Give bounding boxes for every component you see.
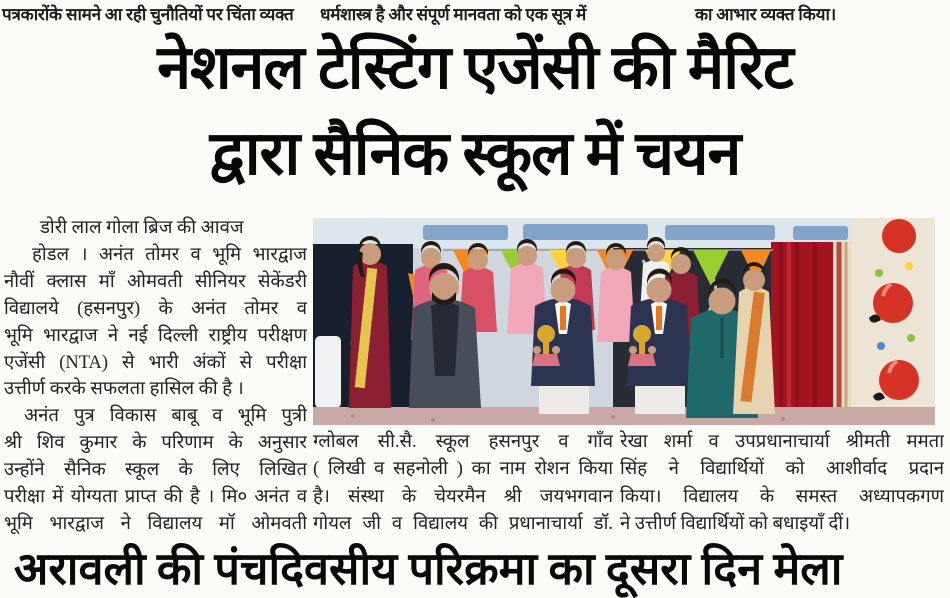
article-line: उत्तीर्ण करके सफलता हासिल की है । xyxy=(4,379,244,400)
caption-line: ने उत्तीर्ण विद्यार्थियों को बधाइयाँ दीं। xyxy=(620,514,851,535)
article-line: डोरी लाल गोला ब्रिज की आवज xyxy=(40,218,244,238)
article-line: एजेंसी (NTA) से भारी अंकों से परीक्षा xyxy=(4,352,307,373)
striped-pillar xyxy=(833,242,851,425)
top-strip-left: पत्रकारोंके सामने आ रही चुनौतियों पर चिंता व्यक्त xyxy=(2,5,294,24)
caption-column-left xyxy=(313,429,613,539)
article-column xyxy=(4,215,307,538)
article-line: परीक्षा में योग्यता प्राप्त की है । मि० अनंत व xyxy=(4,487,307,508)
water-cooler xyxy=(315,336,341,408)
caption-line: रेखा शर्मा व उपप्रधानाचार्या श्रीमती ममता xyxy=(620,432,944,452)
caption-line: ( लिखी व सहनोली ) का नाम रोशन किया xyxy=(313,459,613,480)
photo-floor xyxy=(313,407,935,425)
headline-line-2: द्वारा सैनिक स्कूल में चयन xyxy=(209,121,741,188)
article-line: नौवीं क्लास माँ ओमवती सीनियर सेकेंडरी xyxy=(4,271,307,292)
main-headline xyxy=(0,26,950,198)
article-line: भूमि भारद्वाज ने विद्यालय मॉ ओमवती xyxy=(4,513,307,534)
caption-line: है। संस्था के चेयरमैन श्री जयभगवान xyxy=(313,486,613,507)
bottom-partial-headline: अरावली की पंचदिवसीय परिक्रमा का दूसरा दिन मेला xyxy=(14,544,843,594)
news-photo xyxy=(313,218,935,425)
caption-line: ग्लोबल सी.सै. स्कूल हसनपुर व गाँव xyxy=(313,432,613,452)
caption-column-right xyxy=(620,429,944,539)
caption-line: गोयल जी व विद्यालय की प्रधानाचार्या डॉ. xyxy=(313,514,613,535)
top-strip-right: का आभार व्यक्त किया। xyxy=(695,5,836,24)
caption-line: सिंह ने विद्यार्थियों को आशीर्वाद प्रदान xyxy=(620,459,944,480)
article-line: विद्यालये (हसनपुर) के अनंत तोमर व xyxy=(4,298,307,319)
article-line: अनंत पुत्र विकास बाबू व भूमि पुत्री xyxy=(24,406,307,427)
white-trousers xyxy=(539,386,589,414)
article-line: उन्होंने सैनिक स्कूल के लिए लिखित xyxy=(4,460,307,481)
top-strip-middle: धर्मशास्त्र है और संपूर्ण मानवता को एक सूत्र में xyxy=(320,5,587,24)
news-photo-illustration xyxy=(313,218,935,425)
caption-line: किया। विद्यालय के समस्त अध्यापकगण xyxy=(620,486,944,507)
article-line: भूमि भारद्वाज ने नई दिल्ली राष्ट्रीय परीक्षण xyxy=(4,325,307,346)
headline-line-1: नेशनल टेस्टिंग एजेंसी की मैरिट xyxy=(157,35,793,102)
article-line: श्री शिव कुमार के परिणाम के अनुसार xyxy=(4,433,307,454)
white-trousers xyxy=(635,386,685,414)
article-line: होडल । अनंत तोमर व भूमि भारद्वाज xyxy=(32,244,307,265)
